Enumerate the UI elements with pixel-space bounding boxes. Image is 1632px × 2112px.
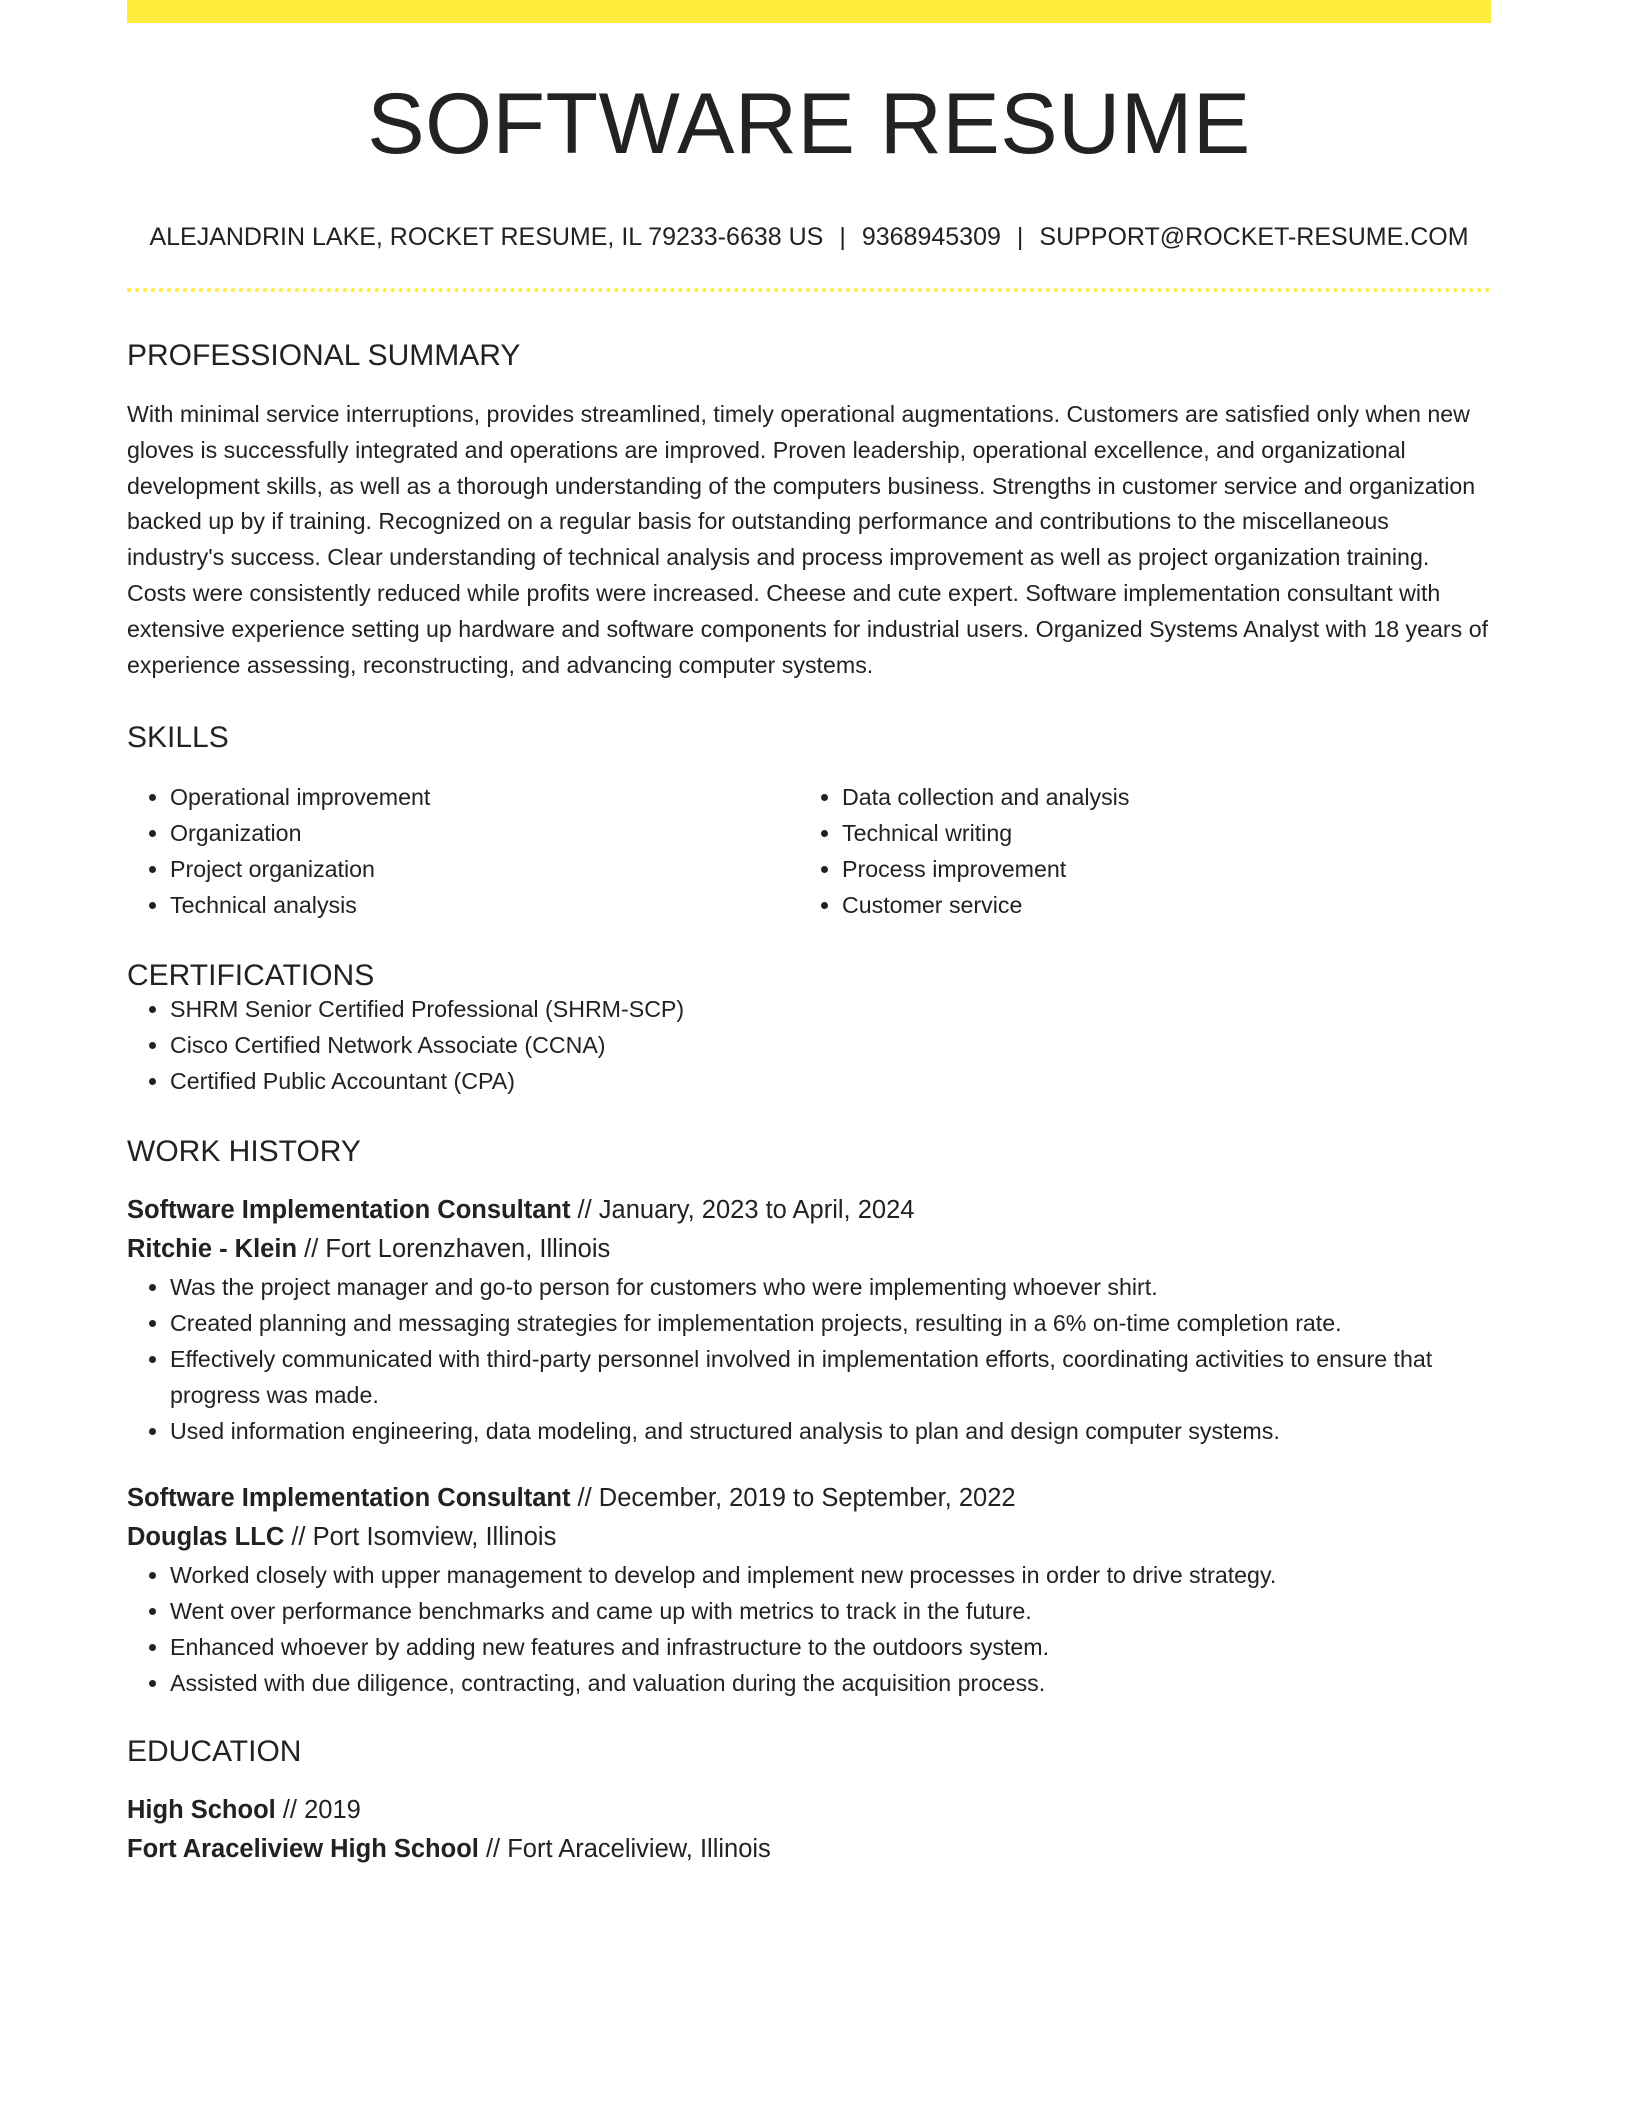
resume-page <box>127 0 1491 1869</box>
skills-column-left <box>127 779 799 923</box>
skill-item: • Customer service <box>842 887 1471 923</box>
job-company: Ritchie - Klein <box>127 1235 298 1264</box>
job-role-line <box>127 1191 1491 1230</box>
skill-item: • Data collection and analysis <box>842 779 1471 815</box>
skill-item: • Process improvement <box>842 851 1471 887</box>
resume-title: SOFTWARE RESUME <box>367 76 1251 172</box>
skills-column-right <box>799 779 1471 923</box>
education-school-line <box>127 1830 1491 1869</box>
job-company: Douglas LLC <box>127 1523 285 1552</box>
section-title-work-history: WORK HISTORY <box>127 1135 361 1169</box>
contact-line <box>127 225 1491 250</box>
certification-item: • Cisco Certified Network Associate (CCNA) <box>170 1027 1491 1063</box>
job-bullet: • Created planning and messaging strategies for implementation projects, resulting in a 6% on-time completion rate. <box>170 1305 1491 1341</box>
dotted-divider <box>127 288 1491 292</box>
contact-phone: 9368945309 <box>861 223 1001 251</box>
education-degree: High School <box>127 1796 276 1825</box>
section-title-skills: SKILLS <box>127 721 229 755</box>
certification-item: • Certified Public Accountant (CPA) <box>170 1063 1491 1099</box>
education-year: // 2019 <box>275 1796 361 1825</box>
skills-grid <box>127 779 1491 923</box>
job-dates: // January, 2023 to April, 2024 <box>570 1196 915 1225</box>
accent-top-bar <box>127 0 1491 23</box>
job-dates: // December, 2019 to September, 2022 <box>570 1484 1016 1513</box>
skill-item: • Operational improvement <box>170 779 799 815</box>
skill-item: • Technical writing <box>842 815 1471 851</box>
job-bullet: • Used information engineering, data modeling, and structured analysis to plan and design computer systems. <box>170 1413 1491 1449</box>
job-company-line <box>127 1230 1491 1269</box>
job-role: Software Implementation Consultant <box>127 1196 571 1225</box>
education-school: Fort Araceliview High School <box>127 1835 479 1864</box>
job-bullet: • Effectively communicated with third-party personnel involved in implementation efforts, coordinating activities to ensure that progress was made. <box>170 1341 1491 1413</box>
certifications-list <box>127 991 1491 1099</box>
contact-email: SUPPORT@ROCKET-RESUME.COM <box>1039 223 1469 251</box>
job-company-line <box>127 1518 1491 1557</box>
contact-address: ALEJANDRIN LAKE, ROCKET RESUME, IL 79233-6638 US <box>149 223 824 251</box>
section-title-summary: PROFESSIONAL SUMMARY <box>127 339 521 372</box>
section-title-certifications: CERTIFICATIONS <box>127 959 375 993</box>
job-bullet: • Was the project manager and go-to person for customers who were implementing whoever shirt. <box>170 1269 1491 1305</box>
job-bullets <box>127 1269 1491 1449</box>
job-entry <box>127 1191 1491 1449</box>
section-title-education: EDUCATION <box>127 1735 302 1769</box>
job-location: // Fort Lorenzhaven, Illinois <box>297 1235 611 1264</box>
job-role-line <box>127 1479 1491 1518</box>
education-location: // Fort Araceliview, Illinois <box>478 1835 771 1864</box>
skill-item: • Technical analysis <box>170 887 799 923</box>
education-degree-line <box>127 1791 1491 1830</box>
job-bullets <box>127 1557 1491 1701</box>
job-entry <box>127 1479 1491 1701</box>
job-location: // Port Isomview, Illinois <box>284 1523 557 1552</box>
job-bullet: • Worked closely with upper management to develop and implement new processes in order to drive strategy. <box>170 1557 1491 1593</box>
job-bullet: • Enhanced whoever by adding new features and infrastructure to the outdoors system. <box>170 1629 1491 1665</box>
summary-text: With minimal service interruptions, provides streamlined, timely operational augmentations. Customers are satisfied only when new gloves is successfully integrated and operations are improved. Proven leadership, operational excellence, and organizational development skills, as well as a thorough understanding of the computers business. Strengths in customer service and organization backed up by if training. Recognized on a regular basis for outstanding performance and contributions to the miscellaneous industry's success. Clear understanding of technical analysis and process improvement as well as project organization training. Costs were consistently reduced while profits were increased. Cheese and cute expert. Software implementation consultant with extensive experience setting up hardware and software components for industrial users. Organized Systems Analyst with 18 years of experience assessing, reconstructing, and advancing computer systems. <box>127 401 1489 678</box>
job-bullet: • Went over performance benchmarks and came up with metrics to track in the future. <box>170 1593 1491 1629</box>
skill-item: • Organization <box>170 815 799 851</box>
job-role: Software Implementation Consultant <box>127 1484 571 1513</box>
certification-item: • SHRM Senior Certified Professional (SHRM-SCP) <box>170 991 1491 1027</box>
contact-separator: | <box>839 223 846 251</box>
skill-item: • Project organization <box>170 851 799 887</box>
job-bullet: • Assisted with due diligence, contracting, and valuation during the acquisition process. <box>170 1665 1491 1701</box>
contact-separator: | <box>1016 223 1024 251</box>
